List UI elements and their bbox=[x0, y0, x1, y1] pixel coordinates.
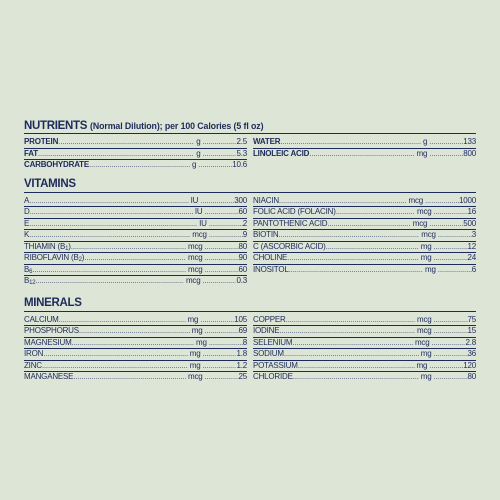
dot-leader bbox=[286, 315, 415, 326]
dot-leader bbox=[29, 230, 190, 241]
nutrient-unit: mcg bbox=[412, 218, 428, 228]
nutrient-unit: IU bbox=[199, 218, 207, 228]
nutrient-subscript: 1 bbox=[65, 245, 69, 252]
nutrient-value: 80 bbox=[238, 241, 247, 251]
nutrient-name: CHOLINE bbox=[253, 253, 288, 262]
dot-leader bbox=[89, 160, 190, 171]
nutrient-name: FOLIC ACID (FOLACIN) bbox=[253, 207, 336, 216]
nutrient-value: 60 bbox=[238, 207, 247, 216]
nutrient-unit: mg bbox=[425, 264, 436, 274]
nutrient-name: COPPER bbox=[253, 314, 286, 324]
dot-leader bbox=[278, 230, 419, 241]
nutrient-unit: mcg bbox=[421, 230, 436, 239]
nutrient-name: SELENIUM bbox=[253, 337, 293, 347]
nutrient-value: 1000 bbox=[459, 195, 476, 205]
nutrient-value: 6 bbox=[471, 264, 476, 274]
nutrient-row bbox=[253, 137, 476, 149]
dot-leader bbox=[429, 149, 463, 160]
nutrient-value: 105 bbox=[234, 314, 247, 324]
dot-leader bbox=[71, 242, 186, 253]
dot-leader bbox=[434, 242, 468, 253]
dot-leader bbox=[292, 338, 413, 349]
nutrient-unit: g bbox=[196, 137, 201, 146]
nutrient-name: MANGANESE bbox=[24, 372, 74, 381]
dot-leader bbox=[202, 149, 236, 160]
nutrient-value: 133 bbox=[463, 137, 476, 146]
dot-leader bbox=[209, 338, 243, 349]
nutrient-unit: mcg bbox=[192, 230, 207, 239]
nutrient-unit: g bbox=[191, 160, 197, 169]
nutrient-row bbox=[24, 149, 247, 161]
dot-leader bbox=[438, 265, 472, 276]
nutrient-row bbox=[253, 149, 476, 160]
nutrient-row bbox=[24, 349, 247, 361]
dot-leader bbox=[279, 326, 415, 337]
nutrient-name: PHOSPHORUS bbox=[24, 326, 79, 335]
dot-leader bbox=[73, 372, 186, 383]
nutrient-unit: mcg bbox=[187, 253, 203, 262]
nutrient-name: THIAMIN $(B_1)$ bbox=[24, 241, 71, 252]
dot-leader bbox=[327, 219, 410, 230]
nutrient-row bbox=[24, 372, 247, 383]
minerals-left bbox=[24, 315, 247, 383]
nutrient-row bbox=[253, 196, 476, 208]
nutrient-name: $B_{12}$ bbox=[24, 276, 36, 286]
nutrient-name: IRON bbox=[24, 349, 44, 358]
nutrient-subscript: 2 bbox=[78, 257, 82, 263]
nutrient-unit: g bbox=[196, 148, 201, 158]
dot-leader bbox=[205, 242, 239, 253]
dot-leader bbox=[205, 326, 239, 337]
dot-leader bbox=[59, 315, 186, 326]
nutrient-unit: mcg bbox=[187, 372, 203, 381]
nutrient-unit: mg bbox=[189, 349, 201, 358]
nutrient-row bbox=[24, 196, 247, 208]
nutrient-row bbox=[253, 361, 476, 373]
dot-leader bbox=[72, 338, 194, 349]
dot-leader bbox=[38, 149, 194, 160]
nutrient-name: NIACIN bbox=[253, 195, 279, 205]
dot-leader bbox=[287, 253, 419, 264]
nutrient-unit: IU bbox=[194, 207, 203, 216]
dot-leader bbox=[209, 230, 243, 241]
nutrient-name: CALCIUM bbox=[24, 314, 59, 324]
dot-leader bbox=[431, 338, 465, 349]
nutrient-unit: mg bbox=[187, 314, 199, 324]
nutrient-value: 2.5 bbox=[236, 137, 247, 146]
nutrient-value: 25 bbox=[238, 372, 247, 381]
nutrient-unit: mcg bbox=[187, 241, 203, 251]
nutrient-unit: mcg bbox=[414, 337, 430, 347]
nutrient-value: 2 bbox=[242, 218, 247, 228]
nutrient-name: CHLORIDE bbox=[253, 372, 293, 381]
nutrient-name: PROTEIN bbox=[24, 137, 59, 146]
nutrient-row bbox=[253, 230, 476, 242]
dot-leader bbox=[438, 230, 472, 241]
dot-leader bbox=[293, 372, 419, 383]
title-main: NUTRIENTS bbox=[24, 120, 88, 132]
nutrient-unit: mcg bbox=[416, 326, 432, 335]
nutrient-row bbox=[24, 230, 247, 242]
nutrient-value: 90 bbox=[238, 253, 247, 262]
dot-leader bbox=[29, 196, 189, 207]
nutrient-value: 10.6 bbox=[232, 160, 247, 169]
nutrient-row bbox=[253, 372, 476, 383]
dot-leader bbox=[205, 253, 239, 264]
dot-leader bbox=[198, 160, 232, 171]
nutrient-unit: mcg bbox=[408, 195, 423, 205]
nutrient-row bbox=[24, 207, 247, 219]
nutrient-name: LINOLEIC ACID bbox=[253, 148, 310, 158]
nutrient-unit: mg bbox=[196, 337, 207, 347]
nutrient-value: 24 bbox=[467, 253, 476, 262]
nutrient-value: 120 bbox=[463, 360, 476, 370]
nutrient-row bbox=[24, 315, 247, 327]
nutrient-row bbox=[253, 349, 476, 361]
nutrient-name: K bbox=[24, 230, 30, 239]
nutrient-unit: g bbox=[423, 137, 428, 146]
nutrient-row bbox=[24, 242, 247, 254]
nutrient-name: POTASSIUM bbox=[253, 360, 298, 370]
nutrient-row bbox=[24, 326, 247, 338]
dot-leader bbox=[43, 349, 188, 360]
nutrient-row bbox=[253, 315, 476, 327]
dot-leader bbox=[280, 137, 421, 148]
dot-leader bbox=[284, 349, 419, 360]
nutrient-value: 15 bbox=[467, 326, 476, 335]
dot-leader bbox=[202, 349, 236, 360]
nutrient-unit: mg bbox=[420, 241, 432, 251]
nutrient-value: 8 bbox=[242, 337, 247, 347]
dot-leader bbox=[429, 219, 463, 230]
nutrient-value: 500 bbox=[463, 218, 476, 228]
dot-leader bbox=[425, 196, 459, 207]
nutrient-unit: mg bbox=[420, 372, 432, 381]
nutrient-row bbox=[24, 361, 247, 373]
nutrient-value: 9 bbox=[242, 230, 247, 239]
nutrient-subscript: 6 bbox=[29, 268, 33, 275]
title-sub: (Normal Dilution); per 100 Calories (5 fl oz) bbox=[90, 121, 264, 131]
dot-leader bbox=[30, 207, 193, 218]
dot-leader bbox=[200, 315, 234, 326]
dot-leader bbox=[434, 207, 468, 218]
nutrient-unit: mg bbox=[420, 349, 432, 358]
nutrient-value: 16 bbox=[467, 207, 476, 216]
dot-leader bbox=[202, 361, 236, 372]
nutrient-name: C (ASCORBIC ACID) bbox=[253, 241, 326, 251]
nutrient-value: 60 bbox=[238, 264, 247, 274]
dot-leader bbox=[202, 137, 236, 148]
dot-leader bbox=[289, 265, 423, 276]
nutrient-unit: mg bbox=[191, 326, 203, 335]
nutrient-row bbox=[253, 219, 476, 231]
dot-leader bbox=[298, 361, 415, 372]
nutrient-unit: mg bbox=[420, 253, 432, 262]
dot-leader bbox=[205, 207, 239, 218]
nutrient-row bbox=[24, 219, 247, 231]
dot-leader bbox=[336, 207, 415, 218]
nutrient-name: E bbox=[24, 218, 30, 228]
nutrient-row bbox=[253, 207, 476, 219]
dot-leader bbox=[79, 326, 190, 337]
nutrient-unit: mg bbox=[416, 148, 428, 158]
nutrient-value: 300 bbox=[234, 195, 247, 205]
dot-leader bbox=[429, 361, 463, 372]
nutrients-right bbox=[253, 137, 476, 171]
nutrient-row bbox=[253, 326, 476, 338]
nutrient-unit: mg bbox=[189, 360, 201, 370]
nutrition-panel bbox=[24, 119, 476, 383]
nutrient-name: FAT bbox=[24, 148, 38, 158]
dot-leader bbox=[32, 265, 186, 276]
dot-leader bbox=[434, 315, 468, 326]
vitamins-heading: VITAMINS bbox=[24, 177, 76, 190]
dot-leader bbox=[309, 149, 414, 160]
nutrient-value: 75 bbox=[467, 314, 476, 324]
dot-leader bbox=[326, 242, 419, 253]
nutrient-row bbox=[24, 265, 247, 277]
nutrient-row bbox=[253, 265, 476, 276]
nutrient-value: 1.8 bbox=[236, 349, 247, 358]
nutrient-name: WATER bbox=[253, 137, 281, 146]
dot-leader bbox=[58, 137, 194, 148]
nutrient-value: 0.3 bbox=[236, 276, 247, 285]
dot-leader bbox=[429, 137, 463, 148]
dot-leader bbox=[434, 253, 468, 264]
nutrient-name: MAGNESIUM bbox=[24, 337, 72, 347]
nutrient-row bbox=[24, 276, 247, 287]
dot-leader bbox=[205, 265, 239, 276]
nutrient-value: 69 bbox=[238, 326, 247, 335]
nutrient-row bbox=[24, 253, 247, 265]
dot-leader bbox=[200, 196, 234, 207]
panel-title bbox=[24, 119, 476, 133]
nutrient-unit: mcg bbox=[416, 207, 432, 216]
minerals-right bbox=[253, 315, 476, 383]
nutrient-name: $B_6$ bbox=[24, 264, 33, 275]
nutrient-value: 3 bbox=[471, 230, 476, 239]
nutrient-name: IODINE bbox=[253, 326, 280, 335]
vitamins-right bbox=[253, 196, 476, 287]
dot-leader bbox=[35, 276, 184, 287]
nutrient-name: D bbox=[24, 207, 30, 216]
vitamins-left bbox=[24, 196, 247, 287]
nutrients-section bbox=[24, 137, 476, 171]
nutrient-value: 5.3 bbox=[236, 148, 247, 158]
nutrient-value: 80 bbox=[467, 372, 476, 381]
nutrient-row bbox=[24, 160, 247, 171]
nutrient-unit: mcg bbox=[187, 264, 203, 274]
nutrients-left bbox=[24, 137, 247, 171]
nutrient-name: INOSITOL bbox=[253, 264, 289, 274]
nutrient-name: PANTOTHENIC ACID bbox=[253, 218, 328, 228]
nutrient-name: BIOTIN bbox=[253, 230, 279, 239]
vitamins-section bbox=[24, 196, 476, 287]
nutrient-name: CARBOHYDRATE bbox=[24, 160, 90, 169]
nutrient-row bbox=[253, 242, 476, 254]
dot-leader bbox=[434, 349, 468, 360]
nutrient-unit: mg bbox=[416, 360, 428, 370]
nutrient-value: 2.8 bbox=[465, 337, 476, 347]
nutrient-name: A bbox=[24, 195, 30, 205]
nutrient-unit: IU bbox=[190, 195, 199, 205]
dot-leader bbox=[279, 196, 407, 207]
minerals-heading: MINERALS bbox=[24, 296, 82, 309]
dot-leader bbox=[434, 326, 468, 337]
nutrient-value: 1.2 bbox=[236, 360, 247, 370]
nutrient-subscript: 12 bbox=[29, 280, 36, 286]
nutrient-unit: mcg bbox=[185, 276, 201, 285]
nutrient-row bbox=[24, 338, 247, 350]
nutrient-value: 12 bbox=[467, 241, 476, 251]
dot-leader bbox=[202, 276, 236, 287]
nutrient-unit: mcg bbox=[416, 314, 432, 324]
nutrient-name: SODIUM bbox=[253, 349, 284, 358]
nutrient-name: RIBOFLAVIN $(B_2)$ bbox=[24, 253, 85, 263]
dot-leader bbox=[209, 219, 243, 230]
nutrient-row bbox=[253, 253, 476, 265]
nutrient-row bbox=[24, 137, 247, 149]
dot-leader bbox=[42, 361, 188, 372]
nutrient-name: ZINC bbox=[24, 360, 42, 370]
nutrient-value: 800 bbox=[463, 148, 476, 158]
dot-leader bbox=[205, 372, 239, 383]
dot-leader bbox=[84, 253, 186, 264]
nutrient-value: 36 bbox=[467, 349, 476, 358]
dot-leader bbox=[434, 372, 468, 383]
dot-leader bbox=[29, 219, 197, 230]
minerals-section bbox=[24, 315, 476, 383]
nutrient-row bbox=[253, 338, 476, 350]
